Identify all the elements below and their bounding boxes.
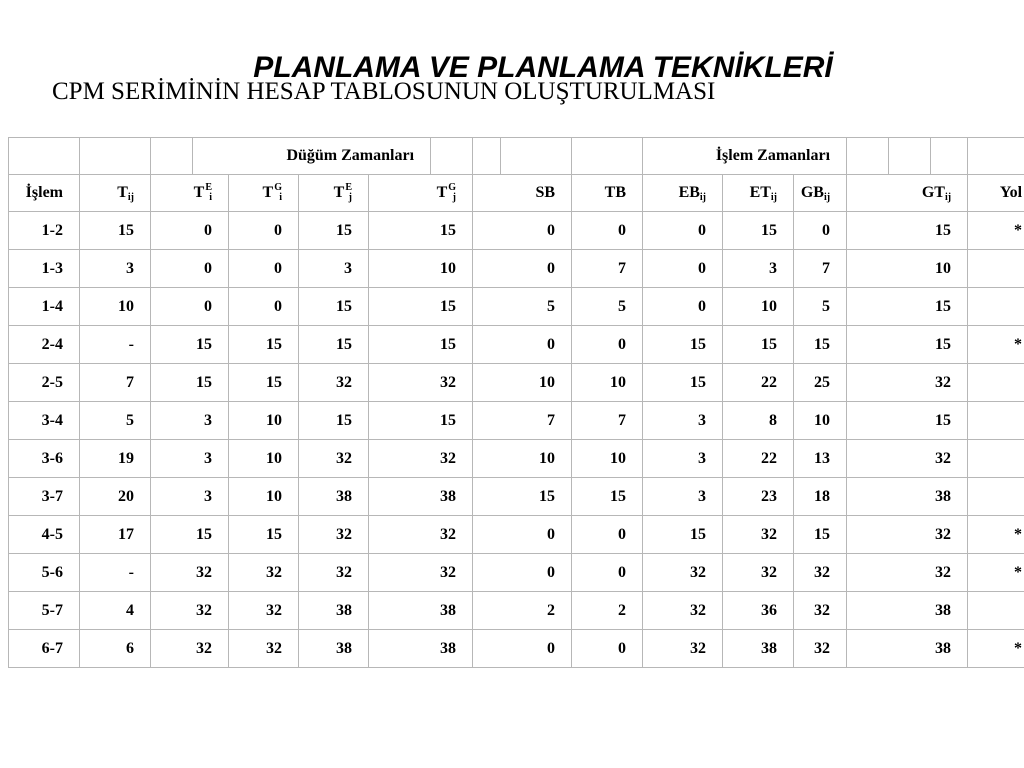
cell-tij: 20 [80, 478, 151, 516]
activity-times-header: İşlem Zamanları [643, 138, 847, 175]
cell-tij: 3 [80, 250, 151, 288]
cell-gbij: 7 [794, 250, 847, 288]
cell-tij: - [80, 326, 151, 364]
cell-ebij: 0 [643, 212, 723, 250]
cell-yol: * [968, 212, 1024, 250]
col-header-etij: $ET_{ij}$ [723, 175, 794, 212]
cell-tgj: 15 [369, 288, 473, 326]
cell-tb: 0 [572, 212, 643, 250]
col-header-tei: T E i [151, 175, 229, 212]
cell-ebij: 15 [643, 516, 723, 554]
slide-title: PLANLAMA VE PLANLAMA TEKNİKLERİ [253, 51, 833, 84]
cell-tei: 32 [151, 554, 229, 592]
cell-etij: 15 [723, 326, 794, 364]
cell-ebij: 3 [643, 440, 723, 478]
cell-etij: 23 [723, 478, 794, 516]
cell-tej: 38 [299, 478, 369, 516]
cell-tej: 32 [299, 516, 369, 554]
cell-tgi: 10 [229, 440, 299, 478]
col-header-tij: $T_{ij}$ [80, 175, 151, 212]
cell-tgi: 10 [229, 402, 299, 440]
cell-tei: 0 [151, 212, 229, 250]
cell-tij: 7 [80, 364, 151, 402]
cell-tgj: 10 [369, 250, 473, 288]
cell-gbij: 25 [794, 364, 847, 402]
cell-tej: 32 [299, 554, 369, 592]
col-header-gtij: $GT_{ij}$ [847, 175, 968, 212]
cell-gbij: 32 [794, 554, 847, 592]
cell-gbij: 0 [794, 212, 847, 250]
cell-gtij: 10 [847, 250, 968, 288]
cell-tb: 10 [572, 364, 643, 402]
cell-ebij: 0 [643, 250, 723, 288]
cell-yol [968, 250, 1024, 288]
cell-tb: 15 [572, 478, 643, 516]
cell-yol [968, 592, 1024, 630]
cell-tb: 7 [572, 250, 643, 288]
cell-sb: 10 [473, 364, 572, 402]
cell-sb: 15 [473, 478, 572, 516]
cell-gtij: 32 [847, 516, 968, 554]
cell-tij: 4 [80, 592, 151, 630]
cell-gbij: 18 [794, 478, 847, 516]
cell-tei: 15 [151, 364, 229, 402]
cell-tb: 0 [572, 516, 643, 554]
cell-tb: 2 [572, 592, 643, 630]
cell-tb: 0 [572, 630, 643, 668]
table-row [9, 326, 1024, 364]
table-row [9, 516, 1024, 554]
cell-tgj: 15 [369, 326, 473, 364]
cell-etij: 36 [723, 592, 794, 630]
col-header-tgi: T G i [229, 175, 299, 212]
cell-tb: 0 [572, 326, 643, 364]
cell-sb: 5 [473, 288, 572, 326]
node-times-header: Düğüm Zamanları [193, 138, 431, 175]
cell-tgj: 15 [369, 212, 473, 250]
cell-yol [968, 440, 1024, 478]
cell-sb: 7 [473, 402, 572, 440]
cell-tb: 0 [572, 554, 643, 592]
cell-tej: 15 [299, 288, 369, 326]
cell-etij: 10 [723, 288, 794, 326]
table-row [9, 630, 1024, 668]
cell-tej: 38 [299, 630, 369, 668]
cell-activity: 2-5 [9, 364, 80, 402]
cell-activity: 1-2 [9, 212, 80, 250]
cell-gbij: 10 [794, 402, 847, 440]
cell-sb: 0 [473, 554, 572, 592]
cell-tij: 6 [80, 630, 151, 668]
cell-yol: * [968, 630, 1024, 668]
cell-yol [968, 288, 1024, 326]
cell-ebij: 32 [643, 630, 723, 668]
cell-tb: 7 [572, 402, 643, 440]
cell-sb: 2 [473, 592, 572, 630]
cell-tgi: 32 [229, 592, 299, 630]
cell-tej: 15 [299, 326, 369, 364]
cell-gbij: 32 [794, 630, 847, 668]
cell-gbij: 5 [794, 288, 847, 326]
cell-activity: 3-7 [9, 478, 80, 516]
cell-ebij: 15 [643, 326, 723, 364]
col-header-gbij: $GB_{ij}$ [794, 175, 847, 212]
cell-sb: 0 [473, 212, 572, 250]
cell-etij: 8 [723, 402, 794, 440]
cell-gbij: 15 [794, 516, 847, 554]
cell-ebij: 32 [643, 592, 723, 630]
col-header-activity: İşlem [9, 175, 80, 212]
cell-gtij: 32 [847, 554, 968, 592]
table-row [9, 364, 1024, 402]
cell-tgj: 32 [369, 364, 473, 402]
cell-sb: 10 [473, 440, 572, 478]
cell-tgi: 15 [229, 364, 299, 402]
cell-gtij: 38 [847, 592, 968, 630]
cell-activity: 5-6 [9, 554, 80, 592]
cell-activity: 5-7 [9, 592, 80, 630]
cell-tij: - [80, 554, 151, 592]
cell-tej: 15 [299, 402, 369, 440]
table-row [9, 250, 1024, 288]
cell-activity: 3-6 [9, 440, 80, 478]
cell-tij: 17 [80, 516, 151, 554]
cell-gtij: 32 [847, 440, 968, 478]
table-row [9, 592, 1024, 630]
cell-tei: 32 [151, 630, 229, 668]
cell-tej: 32 [299, 440, 369, 478]
cell-tgi: 15 [229, 516, 299, 554]
cell-etij: 15 [723, 212, 794, 250]
cell-tgi: 0 [229, 212, 299, 250]
table-row [9, 288, 1024, 326]
col-header-tb: TB [572, 175, 643, 212]
table-row [9, 478, 1024, 516]
group-header-row [9, 138, 1024, 175]
col-header-tej: T E j [299, 175, 369, 212]
cell-yol [968, 402, 1024, 440]
cell-tgi: 0 [229, 288, 299, 326]
cell-gtij: 38 [847, 478, 968, 516]
cell-yol [968, 478, 1024, 516]
cell-ebij: 3 [643, 402, 723, 440]
cell-gtij: 15 [847, 288, 968, 326]
cell-activity: 4-5 [9, 516, 80, 554]
cell-yol: * [968, 554, 1024, 592]
cell-tij: 19 [80, 440, 151, 478]
cell-ebij: 0 [643, 288, 723, 326]
cell-tej: 15 [299, 212, 369, 250]
cell-ebij: 32 [643, 554, 723, 592]
cell-sb: 0 [473, 630, 572, 668]
cell-sb: 0 [473, 250, 572, 288]
cell-tei: 15 [151, 516, 229, 554]
cell-etij: 22 [723, 440, 794, 478]
cell-tei: 3 [151, 402, 229, 440]
cell-sb: 0 [473, 326, 572, 364]
cell-tei: 0 [151, 250, 229, 288]
cell-tij: 15 [80, 212, 151, 250]
cell-tgj: 38 [369, 592, 473, 630]
cell-tgj: 15 [369, 402, 473, 440]
cell-tgi: 0 [229, 250, 299, 288]
cell-sb: 0 [473, 516, 572, 554]
cell-tei: 32 [151, 592, 229, 630]
cell-gtij: 15 [847, 402, 968, 440]
cell-tb: 10 [572, 440, 643, 478]
cell-tgj: 38 [369, 478, 473, 516]
cell-gbij: 13 [794, 440, 847, 478]
cell-tb: 5 [572, 288, 643, 326]
table-body [9, 138, 1024, 668]
col-header-ebij: $EB_{ij}$ [643, 175, 723, 212]
cell-ebij: 3 [643, 478, 723, 516]
column-header-row [9, 175, 1024, 212]
col-header-tgj: T G j [369, 175, 473, 212]
cell-tgj: 32 [369, 516, 473, 554]
cell-yol: * [968, 516, 1024, 554]
cell-gtij: 15 [847, 326, 968, 364]
cell-tej: 32 [299, 364, 369, 402]
cell-tgj: 38 [369, 630, 473, 668]
cell-ebij: 15 [643, 364, 723, 402]
cell-tij: 5 [80, 402, 151, 440]
col-header-sb: SB [473, 175, 572, 212]
table-row [9, 554, 1024, 592]
table-row [9, 402, 1024, 440]
cell-tei: 0 [151, 288, 229, 326]
cell-tej: 38 [299, 592, 369, 630]
cell-etij: 32 [723, 554, 794, 592]
cell-tgi: 10 [229, 478, 299, 516]
cell-gbij: 15 [794, 326, 847, 364]
cell-tgj: 32 [369, 440, 473, 478]
cell-activity: 6-7 [9, 630, 80, 668]
table-row [9, 440, 1024, 478]
cell-etij: 38 [723, 630, 794, 668]
cell-gbij: 32 [794, 592, 847, 630]
cell-tej: 3 [299, 250, 369, 288]
cell-tei: 15 [151, 326, 229, 364]
cell-tei: 3 [151, 440, 229, 478]
cell-yol [968, 364, 1024, 402]
cell-tgi: 32 [229, 630, 299, 668]
cell-gtij: 32 [847, 364, 968, 402]
cell-activity: 1-3 [9, 250, 80, 288]
cell-etij: 22 [723, 364, 794, 402]
cell-etij: 3 [723, 250, 794, 288]
cell-tgj: 32 [369, 554, 473, 592]
cpm-table [8, 137, 1024, 668]
cell-tij: 10 [80, 288, 151, 326]
cell-tgi: 32 [229, 554, 299, 592]
cell-gtij: 15 [847, 212, 968, 250]
col-header-yol: Yol [968, 175, 1024, 212]
cell-yol: * [968, 326, 1024, 364]
cell-gtij: 38 [847, 630, 968, 668]
cell-activity: 1-4 [9, 288, 80, 326]
cell-tei: 3 [151, 478, 229, 516]
cell-tgi: 15 [229, 326, 299, 364]
cell-activity: 3-4 [9, 402, 80, 440]
slide-subtitle: CPM SERİMİNİN HESAP TABLOSUNUN OLUŞTURULMASI [52, 78, 716, 105]
cell-activity: 2-4 [9, 326, 80, 364]
cell-etij: 32 [723, 516, 794, 554]
table-row [9, 212, 1024, 250]
